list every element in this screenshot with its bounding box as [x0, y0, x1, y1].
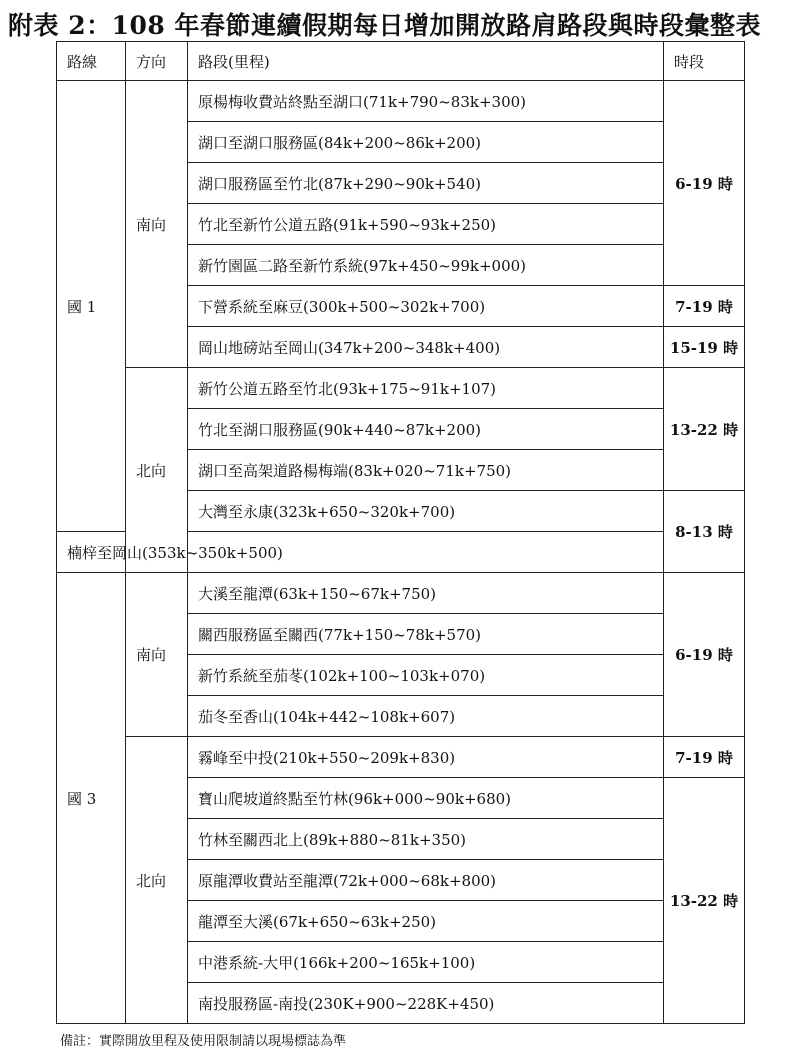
segment-cell: 茄冬至香山(104k+442~108k+607) [188, 696, 664, 737]
segment-cell: 中港系統-大甲(166k+200~165k+100) [188, 942, 664, 983]
table-row [57, 737, 745, 778]
document-title: 附表 2：108 年春節連續假期每日增加開放路肩路段與時段彙整表 [8, 11, 761, 40]
segment-cell: 南投服務區-南投(230K+900~228K+450) [188, 983, 664, 1024]
time-cell: 7-19 時 [664, 737, 745, 778]
header-direction: 方向 [126, 42, 188, 81]
direction-cell: 北向 [126, 368, 188, 573]
table-row [57, 368, 745, 409]
segment-cell: 霧峰至中投(210k+550~209k+830) [188, 737, 664, 778]
segment-cell: 大溪至龍潭(63k+150~67k+750) [188, 573, 664, 614]
segment-cell: 寶山爬坡道終點至竹林(96k+000~90k+680) [188, 778, 664, 819]
time-cell: 6-19 時 [664, 573, 745, 737]
segment-cell: 湖口服務區至竹北(87k+290~90k+540) [188, 163, 664, 204]
direction-cell: 南向 [126, 81, 188, 368]
segment-cell: 竹北至新竹公道五路(91k+590~93k+250) [188, 204, 664, 245]
segment-cell: 大灣至永康(323k+650~320k+700) [188, 491, 664, 532]
time-cell: 15-19 時 [664, 327, 745, 368]
segment-cell: 新竹公道五路至竹北(93k+175~91k+107) [188, 368, 664, 409]
direction-cell: 北向 [126, 737, 188, 1024]
time-cell: 6-19 時 [664, 81, 745, 286]
segment-cell: 楠梓至岡山(353k~350k+500) [57, 532, 126, 573]
header-route: 路線 [57, 42, 126, 81]
header-time: 時段 [664, 42, 745, 81]
segment-cell: 湖口至高架道路楊梅端(83k+020~71k+750) [188, 450, 664, 491]
footnote: 備註：實際開放里程及使用限制請以現場標誌為準 [60, 1034, 347, 1049]
table-row [57, 81, 745, 122]
segment-cell: 竹林至關西北上(89k+880~81k+350) [188, 819, 664, 860]
shoulder-schedule-table [56, 41, 745, 1024]
segment-cell: 湖口至湖口服務區(84k+200~86k+200) [188, 122, 664, 163]
route-cell: 國 1 [57, 81, 126, 532]
segment-cell: 岡山地磅站至岡山(347k+200~348k+400) [188, 327, 664, 368]
segment-cell: 關西服務區至關西(77k+150~78k+570) [188, 614, 664, 655]
header-row [57, 42, 745, 81]
route-cell: 國 3 [57, 573, 126, 1024]
segment-cell: 竹北至湖口服務區(90k+440~87k+200) [188, 409, 664, 450]
direction-cell: 南向 [126, 573, 188, 737]
time-cell: 13-22 時 [664, 778, 745, 1024]
segment-cell: 新竹園區二路至新竹系統(97k+450~99k+000) [188, 245, 664, 286]
time-cell: 7-19 時 [664, 286, 745, 327]
segment-cell: 原楊梅收費站終點至湖口(71k+790~83k+300) [188, 81, 664, 122]
segment-cell: 原龍潭收費站至龍潭(72k+000~68k+800) [188, 860, 664, 901]
header-segment: 路段(里程) [188, 42, 664, 81]
segment-cell: 新竹系統至茄苳(102k+100~103k+070) [188, 655, 664, 696]
segment-cell: 下營系統至麻豆(300k+500~302k+700) [188, 286, 664, 327]
time-cell: 13-22 時 [664, 368, 745, 491]
table-row [57, 573, 745, 614]
segment-cell: 龍潭至大溪(67k+650~63k+250) [188, 901, 664, 942]
time-cell: 8-13 時 [664, 491, 745, 573]
